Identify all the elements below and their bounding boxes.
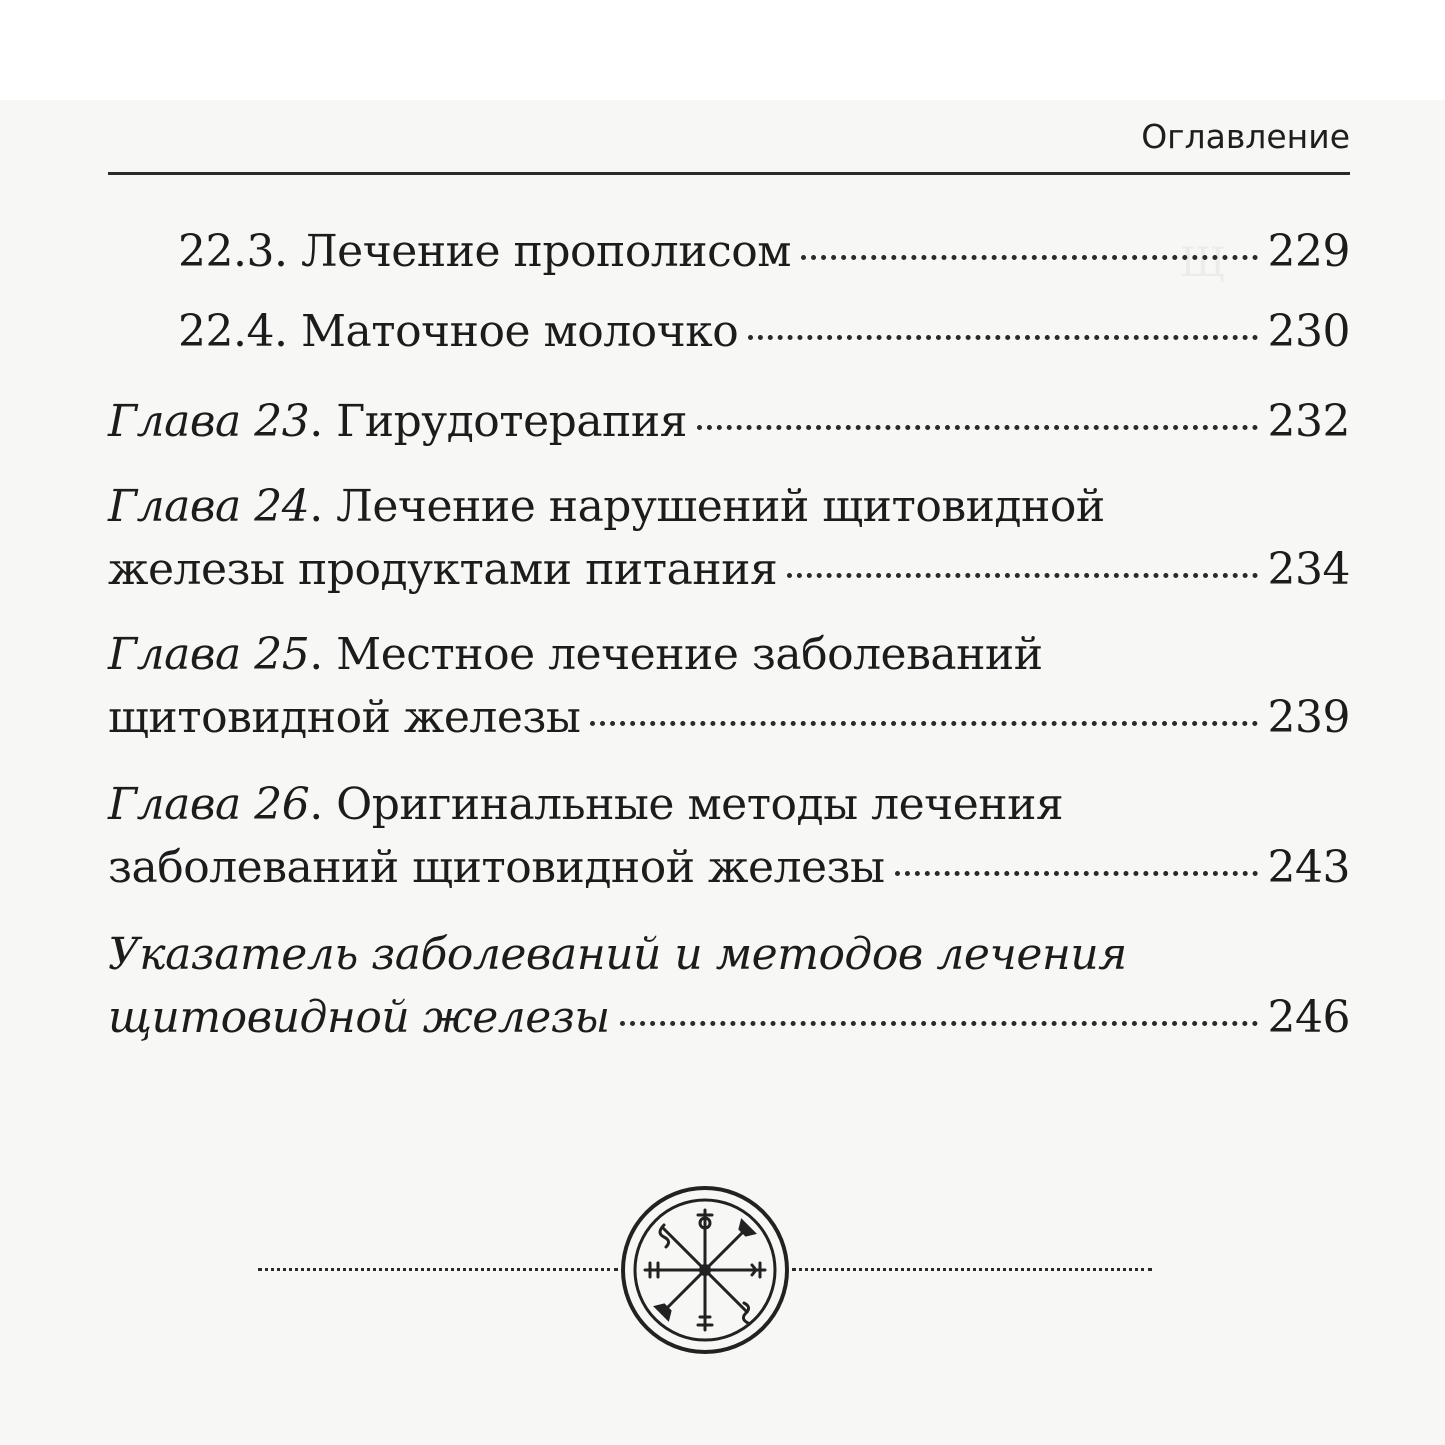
toc-page-number: 232 (1267, 396, 1350, 447)
chapter-title: . Оригинальные методы лечения (309, 779, 1064, 830)
toc-entry-title: щитовидной железы (108, 992, 610, 1043)
leader-dots (895, 871, 1258, 876)
chapter-title: . Местное лечение заболеваний (309, 629, 1043, 680)
chapter-title: . Лечение нарушений щитовидной (309, 481, 1105, 532)
chapter-label: Глава 23 (108, 396, 310, 447)
leader-dots (620, 1021, 1258, 1026)
ornament-line-right (792, 1268, 1152, 1271)
running-head: Оглавление (1141, 117, 1350, 156)
toc-entry (108, 692, 1350, 743)
header-rule (108, 172, 1350, 175)
toc-entry-first-line (108, 629, 1043, 680)
chapter-title: . Гирудотерапия (309, 396, 687, 447)
toc-entry-title: железы продуктами питания (108, 544, 778, 595)
leader-dots (748, 335, 1257, 340)
vegvisir-ornament-icon (620, 1185, 790, 1355)
toc-entry-first-line (108, 779, 1064, 830)
toc-page-number: 234 (1267, 544, 1350, 595)
toc-entry-title: щитовидной железы (108, 692, 581, 743)
toc-entry (178, 226, 1350, 277)
toc-entry (108, 396, 1350, 447)
toc-entry-title (108, 396, 687, 447)
toc-entry (108, 842, 1350, 893)
leader-dots (787, 573, 1257, 578)
toc-entry-title: 22.3. Лечение прополисом (178, 226, 791, 277)
toc-entry-first-line (108, 481, 1105, 532)
leader-dots (801, 255, 1258, 260)
book-page: Щ (0, 100, 1445, 1445)
toc-page-number: 230 (1267, 306, 1350, 357)
chapter-label: Глава 24 (108, 481, 310, 532)
chapter-label: Глава 26 (108, 779, 310, 830)
toc-page-number: 246 (1267, 992, 1350, 1043)
toc-page-number: 239 (1267, 692, 1350, 743)
ornament-line-left (258, 1268, 618, 1271)
leader-dots (697, 425, 1258, 430)
index-title: Указатель заболеваний и методов лечения (108, 929, 1127, 980)
toc-entry (108, 992, 1350, 1043)
toc-entry (178, 306, 1350, 357)
chapter-label: Глава 25 (108, 629, 310, 680)
toc-entry-first-line (108, 929, 1127, 980)
toc-entry-title: заболеваний щитовидной железы (108, 842, 885, 893)
toc-page-number: 229 (1267, 226, 1350, 277)
toc-page-number: 243 (1267, 842, 1350, 893)
toc-entry (108, 544, 1350, 595)
leader-dots (590, 721, 1257, 726)
toc-entry-title: 22.4. Маточное молочко (178, 306, 739, 357)
